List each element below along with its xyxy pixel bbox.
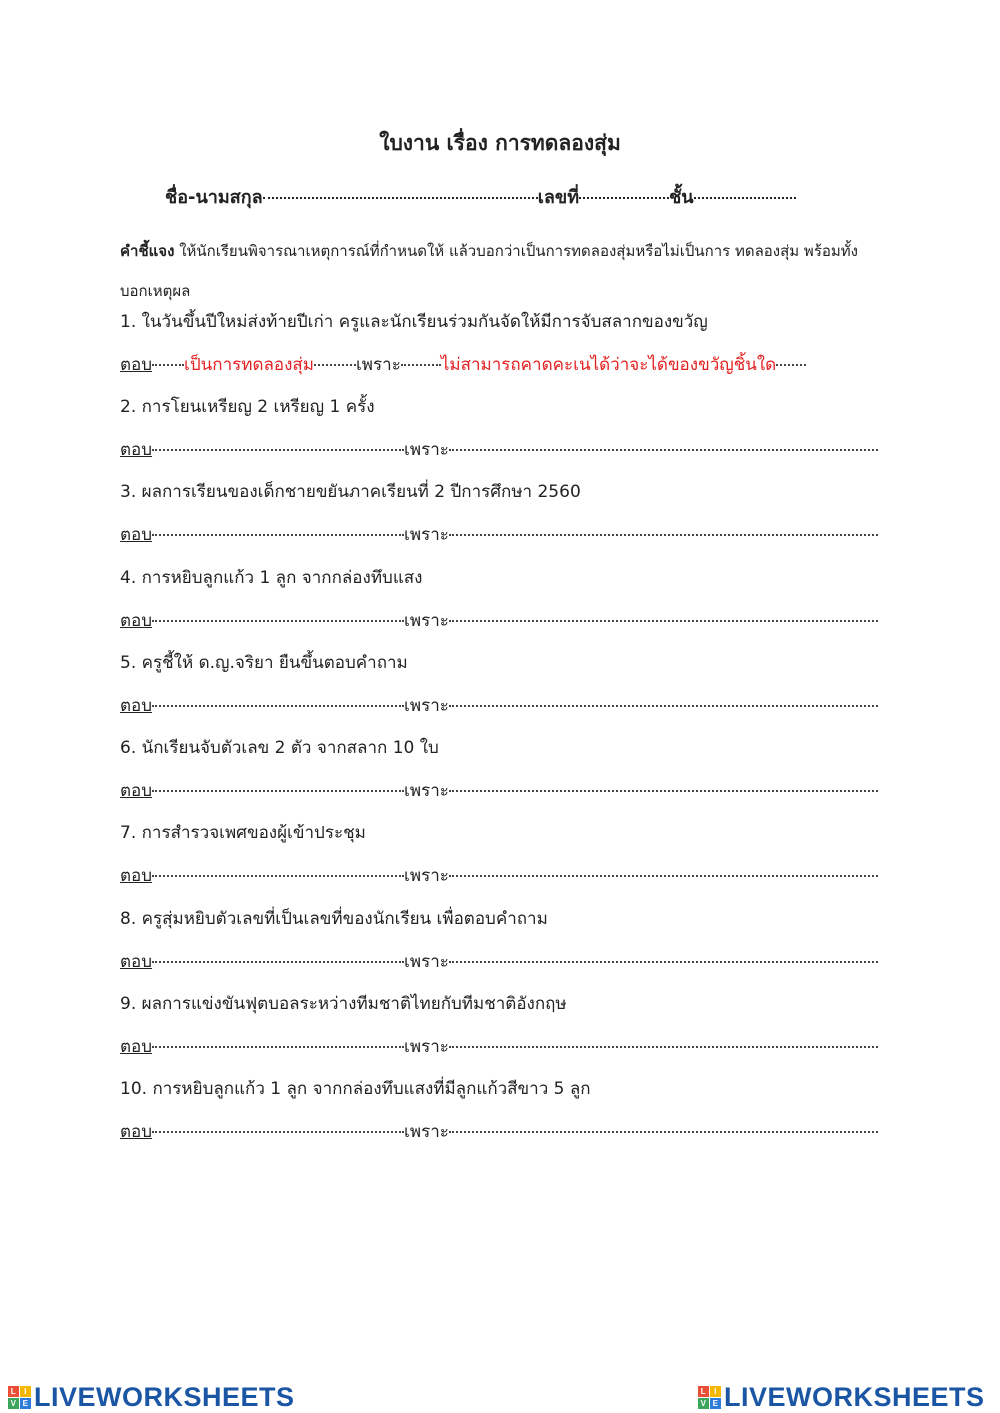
because-label: เพราะ (404, 440, 449, 460)
question-9: 9. ผลการแข่งขันฟุตบอลระหว่างทีมชาติไทยกับทีมชาติอังกฤษ (120, 994, 567, 1014)
answer-row-10 (120, 1118, 878, 1145)
answer-row-1 (120, 351, 878, 378)
answer-label: ตอบ (120, 952, 153, 972)
answer-row-5 (120, 692, 878, 719)
because-label: เพราะ (404, 781, 449, 801)
answer-label: ตอบ (120, 866, 153, 886)
question-8: 8. ครูสุ่มหยิบตัวเลขที่เป็นเลขที่ของนักเรียน เพื่อตอบคำถาม (120, 909, 548, 929)
reason-9-field[interactable] (449, 1045, 878, 1048)
because-label: เพราะ (404, 1037, 449, 1057)
because-label: เพราะ (404, 1122, 449, 1142)
answer-row-7 (120, 862, 878, 889)
name-field[interactable] (263, 196, 538, 199)
because-label: เพราะ (404, 866, 449, 886)
answer-5-field[interactable] (152, 704, 404, 707)
answer-label: ตอบ (120, 611, 153, 631)
worksheet-title: ใบงาน เรื่อง การทดลองสุ่ม (379, 131, 621, 155)
instructions-label: คำชี้แจง (120, 242, 175, 260)
answer-10-field[interactable] (152, 1130, 404, 1133)
logo-text: LIVEWORKSHEETS (724, 1382, 985, 1412)
question-6: 6. นักเรียนจับตัวเลข 2 ตัว จากสลาก 10 ใบ (120, 738, 439, 758)
because-label: เพราะ (404, 952, 449, 972)
reason-8-field[interactable] (449, 960, 878, 963)
question-4: 4. การหยิบลูกแก้ว 1 ลูก จากกล่องทึบแสง (120, 568, 423, 588)
answer-1-value[interactable]: เป็นการทดลองสุ่ม (184, 355, 314, 375)
reason-7-field[interactable] (449, 874, 878, 877)
student-info-line (165, 182, 835, 211)
instructions-text: ให้นักเรียนพิจารณาเหตุการณ์ที่กำหนดให้ แล้วบอกว่าเป็นการทดลองสุ่มหรือไม่เป็นการ ทดลองสุ่ม พร้อมทั้งบอกเหตุผล (120, 242, 858, 300)
liveworksheets-mark-icon: L I V E (8, 1386, 31, 1409)
answer-row-2 (120, 436, 878, 463)
answer-8-field[interactable] (152, 960, 404, 963)
answer-label: ตอบ (120, 696, 153, 716)
answer-label: ตอบ (120, 1122, 153, 1142)
number-label: เลขที่ (537, 187, 580, 208)
question-3: 3. ผลการเรียนของเด็กชายขยันภาคเรียนที่ 2 ปีการศึกษา 2560 (120, 482, 581, 502)
question-7: 7. การสำรวจเพศของผู้เข้าประชุม (120, 823, 366, 843)
reason-2-field[interactable] (449, 448, 878, 451)
answer-label: ตอบ (120, 355, 153, 375)
reason-4-field[interactable] (449, 619, 878, 622)
answer-9-field[interactable] (152, 1045, 404, 1048)
instructions (120, 231, 885, 311)
question-1: 1. ในวันขึ้นปีใหม่ส่งท้ายปีเก่า ครูและนักเรียนร่วมกันจัดให้มีการจับสลากของขวัญ (120, 312, 708, 332)
answer-row-3 (120, 521, 878, 548)
class-field[interactable] (694, 196, 796, 199)
reason-1-value[interactable]: ไม่สามารถคาดคะเนได้ว่าจะได้ของขวัญชิ้นใด (440, 355, 777, 375)
question-2: 2. การโยนเหรียญ 2 เหรียญ 1 ครั้ง (120, 397, 375, 417)
because-label: เพราะ (404, 611, 449, 631)
name-label: ชื่อ-นามสกุล (165, 187, 263, 208)
answer-6-field[interactable] (152, 789, 404, 792)
liveworksheets-mark-icon: L I V E (698, 1386, 721, 1409)
answer-label: ตอบ (120, 1037, 153, 1057)
answer-2-field[interactable] (152, 448, 404, 451)
answer-label: ตอบ (120, 781, 153, 801)
class-label: ชั้น (669, 187, 694, 208)
because-label: เพราะ (404, 696, 449, 716)
number-field[interactable] (579, 196, 669, 199)
answer-label: ตอบ (120, 440, 153, 460)
reason-5-field[interactable] (449, 704, 878, 707)
answer-label: ตอบ (120, 525, 153, 545)
liveworksheets-logo-right[interactable] (698, 1382, 985, 1413)
reason-3-field[interactable] (449, 533, 878, 536)
question-5: 5. ครูชี้ให้ ด.ญ.จริยา ยืนขึ้นตอบคำถาม (120, 653, 408, 673)
question-10: 10. การหยิบลูกแก้ว 1 ลูก จากกล่องทึบแสงที่มีลูกแก้วสีขาว 5 ลูก (120, 1079, 591, 1099)
logo-text: LIVEWORKSHEETS (34, 1382, 295, 1412)
because-label: เพราะ (404, 525, 449, 545)
reason-10-field[interactable] (449, 1130, 878, 1133)
answer-row-4 (120, 607, 878, 634)
reason-6-field[interactable] (449, 789, 878, 792)
answer-3-field[interactable] (152, 533, 404, 536)
answer-4-field[interactable] (152, 619, 404, 622)
answer-7-field[interactable] (152, 874, 404, 877)
answer-row-8 (120, 948, 878, 975)
liveworksheets-logo-left[interactable] (8, 1382, 295, 1413)
because-label: เพราะ (356, 355, 401, 375)
answer-row-6 (120, 777, 878, 804)
answer-row-9 (120, 1033, 878, 1060)
